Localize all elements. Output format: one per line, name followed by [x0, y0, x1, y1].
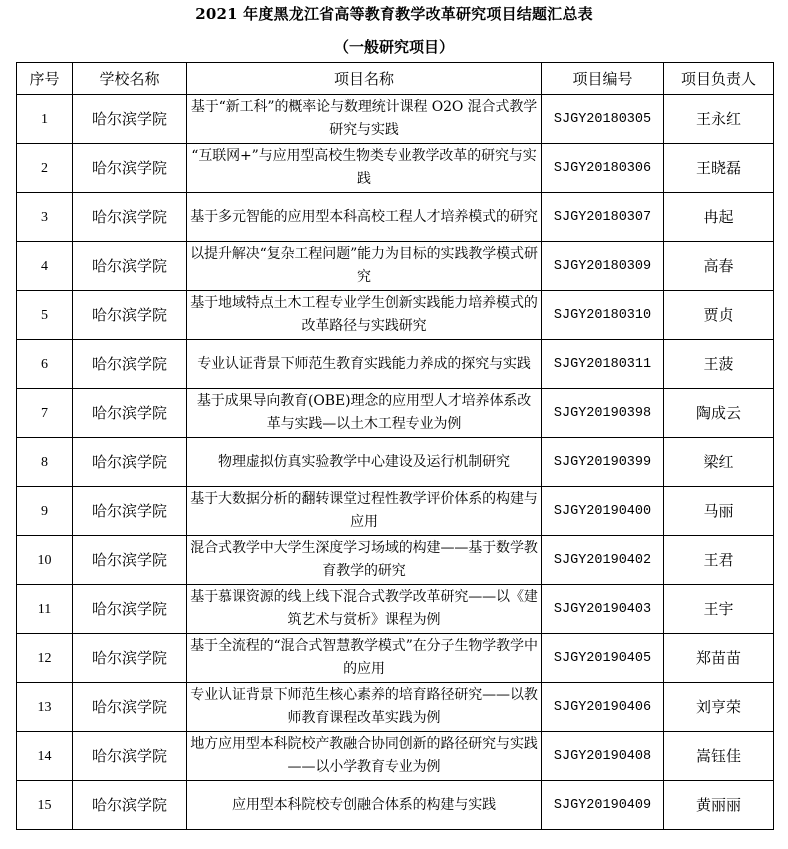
cell-project: 以提升解决“复杂工程问题”能力为目标的实践教学模式研究 [187, 242, 542, 291]
table-row [17, 585, 774, 634]
cell-project: 地方应用型本科院校产教融合协同创新的路径研究与实践——以小学教育专业为例 [187, 732, 542, 781]
table-row [17, 242, 774, 291]
cell-code: SJGY20180310 [542, 291, 664, 340]
cell-leader: 王永红 [664, 95, 774, 144]
cell-code: SJGY20190402 [542, 536, 664, 585]
cell-project: 应用型本科院校专创融合体系的构建与实践 [187, 781, 542, 830]
cell-school: 哈尔滨学院 [73, 291, 187, 340]
table-row [17, 487, 774, 536]
cell-code: SJGY20180309 [542, 242, 664, 291]
cell-leader: 王君 [664, 536, 774, 585]
cell-school: 哈尔滨学院 [73, 732, 187, 781]
cell-no: 12 [17, 634, 73, 683]
cell-school: 哈尔滨学院 [73, 781, 187, 830]
cell-code: SJGY20190405 [542, 634, 664, 683]
cell-code: SJGY20190408 [542, 732, 664, 781]
cell-leader: 梁红 [664, 438, 774, 487]
cell-leader: 冉起 [664, 193, 774, 242]
cell-no: 13 [17, 683, 73, 732]
cell-leader: 马丽 [664, 487, 774, 536]
cell-project: 基于多元智能的应用型本科高校工程人才培养模式的研究 [187, 193, 542, 242]
cell-code: SJGY20190406 [542, 683, 664, 732]
cell-leader: 陶成云 [664, 389, 774, 438]
cell-no: 4 [17, 242, 73, 291]
table-header-row [17, 63, 774, 95]
table-row [17, 95, 774, 144]
header-no: 序号 [17, 63, 73, 95]
table-row [17, 291, 774, 340]
cell-school: 哈尔滨学院 [73, 242, 187, 291]
cell-leader: 黄丽丽 [664, 781, 774, 830]
header-code: 项目编号 [542, 63, 664, 95]
cell-project: 专业认证背景下师范生核心素养的培育路径研究——以教师教育课程改革实践为例 [187, 683, 542, 732]
cell-no: 7 [17, 389, 73, 438]
cell-project: 混合式教学中大学生深度学习场域的构建——基于数学教育教学的研究 [187, 536, 542, 585]
project-summary-table [16, 62, 774, 830]
cell-leader: 王晓磊 [664, 144, 774, 193]
cell-code: SJGY20180311 [542, 340, 664, 389]
cell-school: 哈尔滨学院 [73, 193, 187, 242]
table-row [17, 438, 774, 487]
cell-no: 11 [17, 585, 73, 634]
cell-school: 哈尔滨学院 [73, 340, 187, 389]
cell-code: SJGY20190400 [542, 487, 664, 536]
table-row [17, 634, 774, 683]
cell-school: 哈尔滨学院 [73, 536, 187, 585]
cell-school: 哈尔滨学院 [73, 683, 187, 732]
cell-school: 哈尔滨学院 [73, 389, 187, 438]
cell-project: 基于全流程的“混合式智慧教学模式”在分子生物学教学中的应用 [187, 634, 542, 683]
cell-no: 3 [17, 193, 73, 242]
cell-project: 基于大数据分析的翻转课堂过程性教学评价体系的构建与应用 [187, 487, 542, 536]
cell-code: SJGY20190399 [542, 438, 664, 487]
cell-no: 9 [17, 487, 73, 536]
cell-project: 基于成果导向教育(OBE)理念的应用型人才培养体系改革与实践—以土木工程专业为例 [187, 389, 542, 438]
cell-project: 专业认证背景下师范生教育实践能力养成的探究与实践 [187, 340, 542, 389]
cell-school: 哈尔滨学院 [73, 144, 187, 193]
cell-project: “互联网+”与应用型高校生物类专业教学改革的研究与实践 [187, 144, 542, 193]
cell-code: SJGY20180305 [542, 95, 664, 144]
document-title: 2021 年度黑龙江省高等教育教学改革研究项目结题汇总表 [195, 5, 593, 23]
cell-no: 15 [17, 781, 73, 830]
cell-code: SJGY20190398 [542, 389, 664, 438]
table-row [17, 193, 774, 242]
document-subtitle: （一般研究项目） [333, 38, 454, 56]
table-row [17, 536, 774, 585]
table-row [17, 144, 774, 193]
cell-school: 哈尔滨学院 [73, 438, 187, 487]
cell-code: SJGY20190403 [542, 585, 664, 634]
table-row [17, 781, 774, 830]
header-leader: 项目负责人 [664, 63, 774, 95]
cell-school: 哈尔滨学院 [73, 585, 187, 634]
cell-no: 8 [17, 438, 73, 487]
cell-leader: 嵩钰佳 [664, 732, 774, 781]
cell-school: 哈尔滨学院 [73, 634, 187, 683]
cell-no: 5 [17, 291, 73, 340]
header-school: 学校名称 [73, 63, 187, 95]
cell-leader: 贾贞 [664, 291, 774, 340]
table-row [17, 389, 774, 438]
cell-leader: 郑苗苗 [664, 634, 774, 683]
cell-no: 2 [17, 144, 73, 193]
cell-no: 1 [17, 95, 73, 144]
cell-code: SJGY20180307 [542, 193, 664, 242]
cell-leader: 王菠 [664, 340, 774, 389]
cell-code: SJGY20190409 [542, 781, 664, 830]
cell-leader: 高春 [664, 242, 774, 291]
cell-leader: 刘亨荣 [664, 683, 774, 732]
table-row [17, 683, 774, 732]
cell-project: 物理虚拟仿真实验教学中心建设及运行机制研究 [187, 438, 542, 487]
table-row [17, 340, 774, 389]
header-project: 项目名称 [187, 63, 542, 95]
cell-code: SJGY20180306 [542, 144, 664, 193]
cell-project: 基于地域特点土木工程专业学生创新实践能力培养模式的改革路径与实践研究 [187, 291, 542, 340]
table-row [17, 732, 774, 781]
cell-no: 14 [17, 732, 73, 781]
cell-project: 基于慕课资源的线上线下混合式教学改革研究——以《建筑艺术与赏析》课程为例 [187, 585, 542, 634]
cell-no: 6 [17, 340, 73, 389]
cell-school: 哈尔滨学院 [73, 487, 187, 536]
cell-leader: 王宇 [664, 585, 774, 634]
cell-school: 哈尔滨学院 [73, 95, 187, 144]
cell-project: 基于“新工科”的概率论与数理统计课程 O2O 混合式教学研究与实践 [187, 95, 542, 144]
cell-no: 10 [17, 536, 73, 585]
